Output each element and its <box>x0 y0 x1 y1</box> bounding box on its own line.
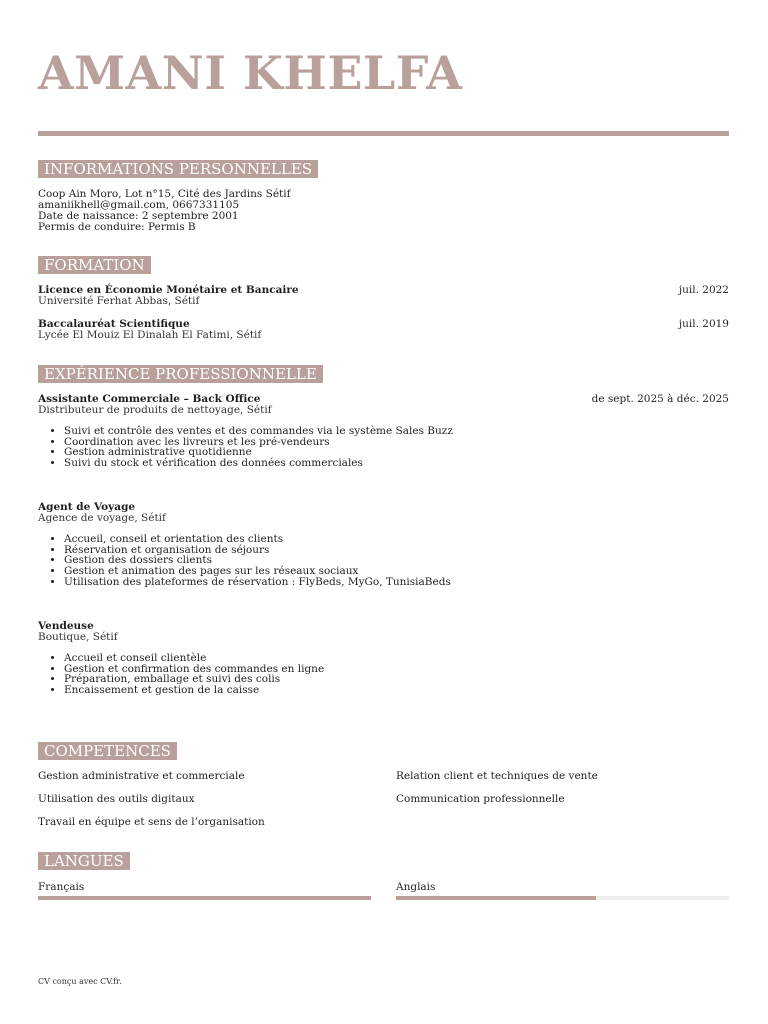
degree-date: juil. 2022 <box>678 284 729 296</box>
job-bullets <box>38 534 451 588</box>
job-bullets <box>38 653 324 696</box>
language-level-fill <box>396 896 596 900</box>
list-item: • Accueil, conseil et orientation des clients <box>64 534 451 545</box>
header-divider <box>38 131 729 136</box>
section-title-experience: EXPÉRIENCE PROFESSIONNELLE <box>38 365 323 383</box>
address-line: Coop Ain Moro, Lot n°15, Cité des Jardins Sétif <box>38 188 291 200</box>
degree-title: Baccalauréat Scientifique <box>38 318 190 330</box>
job-bullets <box>38 426 453 469</box>
skill-item: Travail en équipe et sens de l’organisation <box>38 816 265 828</box>
list-item: • Préparation, emballage et suivi des colis <box>64 674 324 685</box>
job-role: Agent de Voyage <box>38 501 136 513</box>
language-name: Anglais <box>396 881 436 893</box>
job-company: Boutique, Sétif <box>38 631 118 643</box>
list-item: • Utilisation des plateformes de réservation : FlyBeds, MyGo, TunisiaBeds <box>64 577 451 588</box>
experience-item <box>38 394 729 416</box>
job-date: de sept. 2025 à déc. 2025 <box>591 393 729 405</box>
list-item: • Coordination avec les livreurs et les pré-vendeurs <box>64 437 453 448</box>
degree-date: juil. 2019 <box>678 318 729 330</box>
personal-info <box>38 189 291 233</box>
section-title-formation: FORMATION <box>38 256 151 274</box>
school-name: Université Ferhat Abbas, Sétif <box>38 295 200 307</box>
list-item: • Réservation et organisation de séjours <box>64 545 451 556</box>
skill-item: Relation client et techniques de vente <box>396 770 598 782</box>
degree-title: Licence en Économie Monétaire et Bancaire <box>38 284 299 296</box>
list-item: • Gestion et confirmation des commandes en ligne <box>64 664 324 675</box>
language-name: Français <box>38 881 85 893</box>
list-item: • Gestion des dossiers clients <box>64 555 451 566</box>
birthdate-line: Date de naissance: 2 septembre 2001 <box>38 210 239 222</box>
language-level-bar <box>396 896 729 900</box>
footer-credit: CV conçu avec CV.fr. <box>38 977 122 986</box>
job-role: Assistante Commerciale – Back Office <box>38 393 261 405</box>
job-company: Agence de voyage, Sétif <box>38 512 166 524</box>
formation-item <box>38 285 729 307</box>
experience-item <box>38 502 729 524</box>
list-item: • Suivi et contrôle des ventes et des commandes via le système Sales Buzz <box>64 426 453 437</box>
formation-item <box>38 319 729 341</box>
list-item: • Gestion administrative quotidienne <box>64 447 453 458</box>
section-title-languages: LANGUES <box>38 852 130 870</box>
skill-item: Gestion administrative et commerciale <box>38 770 245 782</box>
list-item: • Accueil et conseil clientèle <box>64 653 324 664</box>
cv-name: AMANI KHELFA <box>38 46 463 100</box>
language-level-bar <box>38 896 371 900</box>
job-company: Distributeur de produits de nettoyage, Sétif <box>38 404 272 416</box>
school-name: Lycée El Mouiz El Dinalah El Fatimi, Sétif <box>38 329 262 341</box>
job-role: Vendeuse <box>38 620 94 632</box>
language-level-fill <box>38 896 371 900</box>
section-title-skills: COMPETENCES <box>38 742 177 760</box>
section-title-personal: INFORMATIONS PERSONNELLES <box>38 160 318 178</box>
list-item: • Encaissement et gestion de la caisse <box>64 685 324 696</box>
list-item: • Suivi du stock et vérification des données commerciales <box>64 458 453 469</box>
skill-item: Communication professionnelle <box>396 793 565 805</box>
list-item: • Gestion et animation des pages sur les réseaux sociaux <box>64 566 451 577</box>
license-line: Permis de conduire: Permis B <box>38 221 196 233</box>
experience-item <box>38 621 729 643</box>
contact-line: amaniikhell@gmail.com, 0667331105 <box>38 199 240 211</box>
skill-item: Utilisation des outils digitaux <box>38 793 195 805</box>
